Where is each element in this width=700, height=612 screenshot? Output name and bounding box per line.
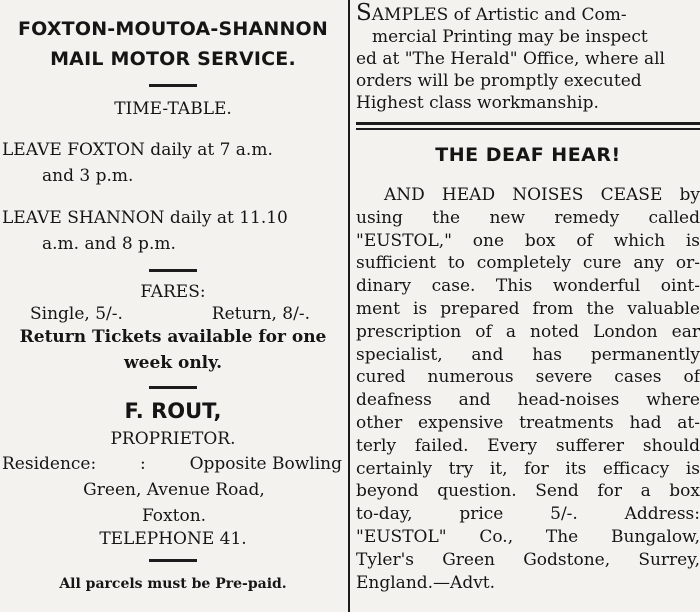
fares-heading: FARES: — [140, 282, 206, 302]
leave-shannon — [2, 205, 346, 257]
return-tickets-note — [0, 324, 346, 376]
residence-block — [2, 451, 346, 529]
body-line: using the new remedy called — [356, 207, 700, 228]
advert-title — [0, 14, 346, 74]
leave-shannon-line-2: a.m. and 8 p.m. — [42, 234, 176, 254]
heavy-rule — [356, 122, 700, 125]
residence-label: Residence: — [2, 454, 97, 474]
samples-line-4: orders will be promptly executed — [356, 71, 642, 91]
leave-foxton — [2, 137, 346, 189]
return-tickets-line-1: Return Tickets available for one — [19, 327, 327, 347]
samples-line-1: SAMPLES of Artistic and Com- — [356, 0, 627, 26]
column-divider — [348, 0, 350, 612]
parcels-note: All parcels must be Pre-paid. — [59, 576, 287, 592]
body-line: AND HEAD NOISES CEASE by — [384, 185, 700, 205]
body-line: Tyler's Green Godstone, Surrey, — [356, 549, 700, 570]
body-line: ment is prepared from the valuable — [356, 298, 700, 319]
proprietor-title: PROPRIETOR. — [110, 429, 236, 449]
body-line: specialist, and has permanently — [356, 344, 700, 365]
leave-shannon-line-1: LEAVE SHANNON daily at 11.10 — [2, 208, 288, 228]
heavy-rule — [356, 128, 700, 130]
proprietor-name: F. ROUT, — [124, 399, 222, 423]
fare-single: Single, 5/-. — [30, 304, 123, 324]
body-line: terly failed. Every sufferer should — [356, 435, 700, 456]
residence-address-1: Opposite Bowling — [189, 454, 342, 474]
body-line: certainly try it, for its efficacy is — [356, 458, 700, 479]
samples-line-2: mercial Printing may be inspect — [372, 27, 648, 47]
residence-address-2: Green, Avenue Road, — [83, 480, 265, 500]
printing-samples-notice — [356, 2, 700, 114]
samples-line-3: ed at "The Herald" Office, where all — [356, 49, 665, 69]
body-line: England.—Advt. — [356, 572, 496, 593]
timetable-heading: TIME-TABLE. — [114, 99, 232, 119]
leave-foxton-line-1: LEAVE FOXTON daily at 7 a.m. — [2, 140, 273, 160]
body-line: to-day, price 5/-. Address: — [356, 504, 700, 525]
body-line: beyond question. Send for a box — [356, 481, 700, 502]
body-line: prescription of a noted London ear — [356, 321, 700, 342]
separator-rule — [149, 386, 197, 389]
eustol-advert-body — [356, 184, 700, 594]
body-line: dinary case. This wonderful oint- — [356, 276, 700, 297]
samples-line-5: Highest class workmanship. — [356, 93, 599, 113]
separator-rule — [149, 559, 197, 562]
body-line: "EUSTOL" Co., The Bungalow, — [356, 526, 700, 547]
residence-address-3: Foxton. — [141, 506, 207, 526]
return-tickets-line-2: week only. — [124, 353, 222, 373]
residence-line-1 — [2, 451, 346, 477]
advert-title-line-2: MAIL MOTOR SERVICE. — [50, 48, 296, 70]
leave-foxton-line-2: and 3 p.m. — [42, 166, 134, 186]
body-line: other expensive treatments had at- — [356, 412, 700, 433]
right-column — [356, 0, 700, 612]
fare-return: Return, 8/-. — [211, 304, 310, 324]
samples-line-1-text: AMPLES of Artistic and Com- — [371, 5, 627, 25]
fares-row — [0, 304, 346, 324]
body-line: "EUSTOL," one box of which is — [356, 230, 700, 251]
telephone: TELEPHONE 41. — [99, 529, 247, 549]
separator-rule — [149, 269, 197, 272]
body-line: deafness and head-noises where — [356, 390, 700, 411]
separator-rule — [149, 84, 197, 87]
body-line: sufficient to completely cure any or- — [356, 253, 700, 274]
deaf-hear-heading: THE DEAF HEAR! — [435, 144, 621, 166]
mail-motor-advert — [0, 0, 346, 612]
body-line: cured numerous severe cases of — [356, 367, 700, 388]
residence-colon: : — [140, 454, 146, 474]
advert-title-line-1: FOXTON-MOUTOA-SHANNON — [17, 18, 329, 40]
